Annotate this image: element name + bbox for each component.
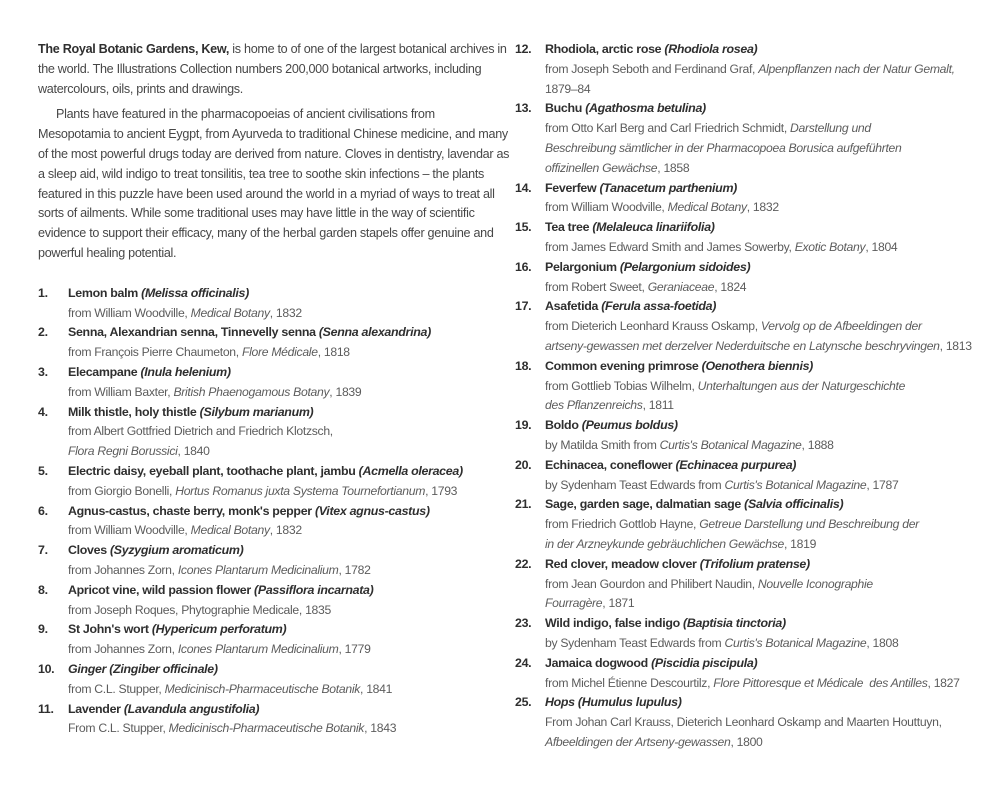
source-text: by Sydenham Teast Edwards from: [545, 477, 725, 492]
source-text: from François Pierre Chaumeton,: [68, 345, 242, 360]
list-item: [515, 654, 987, 694]
item-number: 16.: [515, 259, 532, 274]
source-title-italic: in der Arzneykunde gebräuchlichen Gewächse: [545, 536, 784, 551]
item-body: [545, 654, 960, 694]
plant-source-line: [545, 198, 779, 218]
source-text: , 1832: [746, 200, 779, 215]
plant-latin-name: (Piscidia piscipula): [651, 655, 758, 670]
list-item: [38, 323, 510, 363]
source-text: from William Woodville,: [68, 305, 191, 320]
plant-latin-name: (Rhodiola rosea): [664, 42, 758, 56]
source-text: from Gottlieb Tobias Wilhelm,: [545, 378, 698, 393]
item-body: [68, 323, 431, 363]
plant-common-name: Common evening primrose: [545, 358, 702, 373]
source-title-italic: Hortus Romanus juxta Systema Tournefortianum: [175, 483, 426, 498]
source-text: from William Baxter,: [68, 384, 174, 399]
source-text: by Matilda Smith from: [545, 437, 660, 452]
plant-title: [545, 179, 779, 199]
item-number: 2.: [38, 325, 48, 340]
list-item: [515, 179, 987, 219]
item-number: 3.: [38, 364, 48, 379]
plant-latin-name: (Melaleuca linariifolia): [592, 220, 715, 235]
plant-source-line: [545, 337, 972, 357]
plant-common-name: Lavender: [68, 701, 124, 716]
plant-source-line: [545, 377, 905, 397]
source-text: , 1811: [642, 398, 674, 413]
plant-common-name: Tea tree: [545, 220, 593, 235]
plant-common-name: Asafetida: [545, 299, 602, 314]
plant-common-name: St John's wort: [68, 622, 152, 637]
plant-title: [545, 654, 960, 674]
source-title-italic: Darstellung und: [790, 121, 871, 136]
item-number: 12.: [515, 42, 532, 56]
item-number: 21.: [515, 497, 532, 512]
plant-title: [545, 297, 972, 317]
item-number: 4.: [38, 404, 48, 419]
item-body: [68, 284, 302, 324]
left-column: [38, 40, 510, 739]
plant-source-line: [545, 713, 942, 733]
item-body: [545, 614, 898, 654]
item-number: 1.: [38, 285, 48, 300]
item-number: 13.: [515, 101, 532, 116]
plant-latin-name: (Senna alexandrina): [318, 325, 431, 340]
intro-paragraph-1-rest: is home to of one of the largest botanical archives in the world. The Illustrations Collection numbers 200,000 botanical artworks, including watercolours, oils, prints and drawings.: [38, 42, 507, 96]
item-body: [68, 700, 396, 740]
list-item: [38, 502, 510, 542]
plant-common-name: Feverfew: [545, 180, 600, 195]
source-title-italic: Curtis's Botanical Magazine: [724, 477, 867, 492]
plant-latin-name: (Ferula assa-foetida): [601, 299, 717, 314]
source-text: from Joseph Seboth and Ferdinand Graf,: [545, 61, 759, 76]
plant-source-line: [545, 119, 902, 139]
plant-common-name: Senna, Alexandrian senna, Tinnevelly senna: [68, 325, 319, 340]
source-text: from James Edward Smith and James Sowerby,: [545, 239, 795, 254]
source-title-italic: Fourragère: [545, 596, 603, 611]
plant-common-name: Electric daisy, eyeball plant, toothache plant, jambu: [68, 463, 359, 478]
plant-title: [545, 693, 942, 713]
list-item: [38, 620, 510, 660]
plant-source-line: [68, 601, 373, 621]
source-title-italic: Icones Plantarum Medicinalium: [177, 642, 339, 657]
plant-common-name: Buchu: [545, 101, 586, 116]
plant-source-line: [545, 139, 902, 159]
plant-latin-name: (Lavandula angustifolia): [123, 701, 260, 716]
item-body: [68, 581, 373, 621]
plant-common-name: Boldo: [545, 418, 582, 433]
source-text: , 1832: [269, 523, 302, 538]
item-number: 18.: [515, 358, 532, 373]
plant-latin-name: (Baptisia tinctoria): [683, 616, 786, 631]
plant-title: [545, 99, 902, 119]
source-title-italic: Medical Botany: [667, 200, 747, 215]
list-item: [515, 357, 987, 416]
source-text: , 1818: [317, 345, 350, 360]
plant-source-line: [545, 60, 955, 80]
item-number: 23.: [515, 616, 532, 631]
plant-title: [545, 40, 955, 60]
plant-latin-name: (Oenothera biennis): [701, 358, 814, 373]
source-text: from Johannes Zorn,: [68, 562, 178, 577]
plant-latin-name: (Inula helenium): [140, 364, 231, 379]
source-text: , 1888: [801, 437, 834, 452]
source-title-italic: Curtis's Botanical Magazine: [724, 635, 867, 650]
plant-title: [545, 495, 919, 515]
plant-source-line: [545, 80, 955, 100]
source-text: , 1827: [927, 675, 960, 690]
plant-source-line: [68, 304, 302, 324]
source-title-italic: Beschreibung sämtlicher in der Pharmacopoea Borusica aufgeführten: [545, 140, 902, 155]
item-body: [545, 456, 898, 496]
item-body: [68, 502, 430, 542]
item-number: 19.: [515, 418, 532, 433]
item-body: [545, 218, 897, 258]
item-number: 5.: [38, 463, 48, 478]
item-body: [68, 660, 392, 700]
list-item: [38, 462, 510, 502]
list-item: [515, 555, 987, 614]
plant-list-items-1-11: [38, 284, 510, 739]
list-item: [515, 614, 987, 654]
plant-source-line: [545, 396, 905, 416]
plant-source-line: [68, 343, 431, 363]
source-text: From Johan Carl Krauss, Dieterich Leonhard Oskamp and Maarten Houttuyn,: [545, 715, 942, 730]
source-text: , 1824: [714, 279, 747, 294]
list-item: [515, 495, 987, 554]
plant-title: [68, 700, 396, 720]
plant-latin-name: (Humulus lupulus): [577, 695, 682, 710]
list-item: [515, 40, 987, 99]
plant-common-name: Milk thistle, holy thistle: [68, 404, 200, 419]
source-title-italic: Medical Botany: [190, 523, 270, 538]
item-body: [68, 541, 371, 581]
source-text: from Giorgio Bonelli,: [68, 483, 176, 498]
list-item: [515, 258, 987, 298]
source-text: , 1800: [730, 734, 763, 749]
plant-source-line: [68, 561, 371, 581]
source-text: from Joseph Roques, Phytographie Medicale, 1835: [68, 602, 331, 617]
plant-source-line: [68, 482, 463, 502]
plant-common-name: Hops: [545, 695, 578, 710]
plant-source-line: [545, 278, 750, 298]
source-text: from Robert Sweet,: [545, 279, 648, 294]
plant-latin-name: (Echinacea purpurea): [675, 457, 797, 472]
source-text: from Johannes Zorn,: [68, 642, 178, 657]
list-item: [38, 403, 510, 462]
source-title-italic: Alpenpflanzen nach der Natur Gemalt,: [758, 61, 955, 76]
plant-common-name: Cloves: [68, 543, 110, 558]
item-body: [545, 416, 834, 456]
plant-title: [68, 541, 371, 561]
item-number: 25.: [515, 695, 532, 710]
item-number: 6.: [38, 503, 48, 518]
source-text: by Sydenham Teast Edwards from: [545, 635, 725, 650]
list-item: [515, 297, 987, 356]
plant-source-line: [545, 634, 898, 654]
item-body: [545, 179, 779, 219]
source-text: 1879–84: [545, 81, 591, 96]
item-body: [545, 495, 919, 554]
plant-latin-name: (Peumus boldus): [581, 418, 678, 433]
source-text: , 1808: [866, 635, 899, 650]
plant-latin-name: (Syzygium aromaticum): [109, 543, 244, 558]
source-title-italic: Nouvelle Iconographie: [757, 576, 873, 591]
plant-source-line: [545, 575, 873, 595]
source-text: , 1813: [939, 338, 972, 353]
plant-latin-name: (Agathosma betulina): [585, 101, 706, 116]
source-text: , 1839: [329, 384, 362, 399]
plant-title: [545, 416, 834, 436]
source-title-italic: Vervolg op de Afbeeldingen der: [760, 319, 922, 334]
intro-lead-bold: The Royal Botanic Gardens, Kew,: [38, 42, 230, 56]
item-number: 22.: [515, 556, 532, 571]
plant-source-line: [545, 159, 902, 179]
intro-paragraph-1: [38, 40, 510, 99]
plant-source-line: [545, 594, 873, 614]
plant-latin-name: (Acmella oleracea): [358, 463, 463, 478]
source-title-italic: British Phaenogamous Botany: [173, 384, 330, 399]
source-text: , 1804: [865, 239, 898, 254]
plant-source-line: [545, 733, 942, 753]
source-text: from C.L. Stupper,: [68, 681, 165, 696]
source-text: from Albert Gottfried Dietrich and Friedrich Klotzsch,: [68, 424, 333, 439]
item-body: [545, 258, 750, 298]
plant-title: [545, 218, 897, 238]
item-number: 8.: [38, 582, 48, 597]
plant-source-line: [545, 317, 972, 337]
source-title-italic: Getreue Darstellung und Beschreibung der: [699, 517, 919, 532]
source-text: from Michel Étienne Descourtilz,: [545, 675, 714, 690]
source-text: , 1819: [783, 536, 817, 551]
plant-latin-name: (Tanacetum parthenium): [599, 180, 737, 195]
source-title-italic: Geraniaceae: [647, 279, 715, 294]
plant-common-name: Pelargonium: [545, 259, 620, 274]
plant-latin-name: (Trifolium pratense): [699, 556, 810, 571]
plant-common-name: Wild indigo, false indigo: [545, 616, 684, 631]
plant-title: [545, 357, 905, 377]
source-text: From C.L. Stupper,: [68, 721, 169, 736]
source-text: , 1787: [866, 477, 899, 492]
source-title-italic: Medicinisch-Pharmaceutische Botanik: [168, 721, 365, 736]
item-body: [68, 363, 361, 403]
source-title-italic: Icones Plantarum Medicinalium: [177, 562, 339, 577]
source-text: from Jean Gourdon and Philibert Naudin,: [545, 576, 758, 591]
source-title-italic: des Pflanzenreichs: [545, 398, 643, 413]
source-text: , 1793: [425, 483, 458, 498]
list-item: [38, 660, 510, 700]
source-title-italic: Flore Médicale: [241, 345, 318, 360]
item-body: [68, 620, 371, 660]
plant-title: [68, 502, 430, 522]
list-item: [38, 541, 510, 581]
source-text: , 1779: [338, 642, 371, 657]
source-text: from William Woodville,: [545, 200, 668, 215]
plant-title: [545, 614, 898, 634]
list-item: [38, 363, 510, 403]
plant-title: [545, 555, 873, 575]
item-number: 10.: [38, 661, 55, 676]
plant-source-line: [545, 476, 898, 496]
source-text: , 1782: [338, 562, 371, 577]
list-item: [38, 700, 510, 740]
plant-title: [68, 462, 463, 482]
source-title-italic: Flore Pittoresque et Médicale des Antilles: [713, 675, 928, 690]
source-text: , 1840: [177, 444, 210, 459]
plant-source-line: [68, 640, 371, 660]
list-item: [515, 218, 987, 258]
plant-source-line: [68, 680, 392, 700]
item-number: 24.: [515, 655, 532, 670]
item-number: 14.: [515, 180, 532, 195]
plant-common-name: Echinacea, coneflower: [545, 457, 676, 472]
plant-title: [68, 284, 302, 304]
plant-title: [68, 323, 431, 343]
plant-latin-name: (Silybum marianum): [199, 404, 314, 419]
item-number: 9.: [38, 622, 48, 637]
plant-title: [545, 456, 898, 476]
plant-source-line: [545, 436, 834, 456]
item-number: 17.: [515, 299, 532, 314]
item-body: [68, 462, 463, 502]
plant-source-line: [545, 674, 960, 694]
source-text: , 1832: [269, 305, 302, 320]
source-title-italic: Afbeeldingen der Artseny-gewassen: [545, 734, 731, 749]
plant-common-name: Lemon balm: [68, 285, 142, 300]
plant-title: [68, 660, 392, 680]
list-item: [515, 693, 987, 752]
plant-latin-name: (Passiflora incarnata): [254, 582, 374, 597]
list-item: [38, 581, 510, 621]
right-column: [515, 40, 987, 753]
source-text: from Friedrich Gottlob Hayne,: [545, 517, 700, 532]
list-item: [38, 284, 510, 324]
source-title-italic: Exotic Botany: [794, 239, 866, 254]
source-title-italic: Unterhaltungen aus der Naturgeschichte: [697, 378, 906, 393]
plant-latin-name: (Salvia officinalis): [744, 497, 844, 512]
plant-common-name: Elecampane: [68, 364, 141, 379]
source-text: from Otto Karl Berg and Carl Friedrich Schmidt,: [545, 121, 791, 136]
source-title-italic: artseny-gewassen met derzelver Nederduitsche en Latynsche beschryvingen: [545, 338, 940, 353]
item-number: 7.: [38, 543, 48, 558]
item-number: 15.: [515, 220, 532, 235]
plant-title: [68, 403, 333, 423]
item-body: [545, 297, 972, 356]
plant-source-line: [545, 515, 919, 535]
plant-common-name: Sage, garden sage, dalmatian sage: [545, 497, 745, 512]
plant-common-name: Agnus-castus, chaste berry, monk's pepper: [68, 503, 315, 518]
item-body: [545, 555, 873, 614]
plant-source-line: [545, 535, 919, 555]
plant-common-name: Apricot vine, wild passion flower: [68, 582, 255, 597]
plant-title: [68, 363, 361, 383]
plant-list-items-12-25: [515, 40, 987, 753]
source-text: , 1841: [360, 681, 393, 696]
plant-latin-name: (Pelargonium sidoides): [619, 259, 751, 274]
plant-source-line: [68, 383, 361, 403]
plant-latin-name: (Melissa officinalis): [141, 285, 249, 300]
item-number: 20.: [515, 457, 532, 472]
plant-source-line: [68, 442, 333, 462]
source-title-italic: offizinellen Gewächse: [545, 160, 658, 175]
plant-common-name: Rhodiola, arctic rose: [545, 42, 665, 56]
source-title-italic: Medicinisch-Pharmaceutische Botanik: [164, 681, 361, 696]
plant-title: [68, 620, 371, 640]
source-text: , 1843: [364, 721, 397, 736]
plant-latin-name: (Vitex agnus-castus): [314, 503, 430, 518]
item-body: [545, 99, 902, 178]
plant-source-line: [68, 521, 430, 541]
plant-common-name: Ginger: [68, 661, 110, 676]
source-text: , 1871: [602, 596, 635, 611]
source-title-italic: Flora Regni Borussici: [68, 444, 178, 459]
list-item: [515, 416, 987, 456]
intro-paragraph-2: Plants have featured in the pharmacopoeias of ancient civilisations from Mesopotamia to ancient Eygpt, from Ayurveda to traditional Chinese medicine, and many of the most powerful drugs today are derived from nature. Cloves in dentistry, lavendar as a sleep aid, wild indigo to treat tonsilitis, tea tree to soothe skin infections – the plants featured in this puzzle have been used around the world in a myriad of ways to treat all sorts of ailments. While some traditional uses may have little in the way of scientific evidence to support their efficacy, many of the herbal garden stapels offer genuine and powerful healing potential.: [38, 107, 510, 260]
plant-common-name: Jamaica dogwood: [545, 655, 652, 670]
item-body: [545, 357, 905, 416]
plant-source-line: [545, 238, 897, 258]
plant-title: [545, 258, 750, 278]
source-text: , 1858: [657, 160, 690, 175]
item-body: [545, 693, 942, 752]
plant-source-line: [68, 422, 333, 442]
source-text: from Dieterich Leonhard Krauss Oskamp,: [545, 319, 761, 334]
list-item: [515, 99, 987, 178]
item-number: 11.: [38, 701, 54, 716]
source-text: from William Woodville,: [68, 523, 191, 538]
plant-common-name: Red clover, meadow clover: [545, 556, 700, 571]
plant-source-line: [68, 719, 396, 739]
source-title-italic: Curtis's Botanical Magazine: [659, 437, 802, 452]
intro-section: [38, 40, 510, 264]
source-title-italic: Medical Botany: [190, 305, 270, 320]
item-body: [68, 403, 333, 462]
list-item: [515, 456, 987, 496]
plant-latin-name: (Hypericum perforatum): [151, 622, 287, 637]
plant-latin-name: (Zingiber officinale): [109, 661, 218, 676]
plant-title: [68, 581, 373, 601]
item-body: [545, 40, 955, 99]
